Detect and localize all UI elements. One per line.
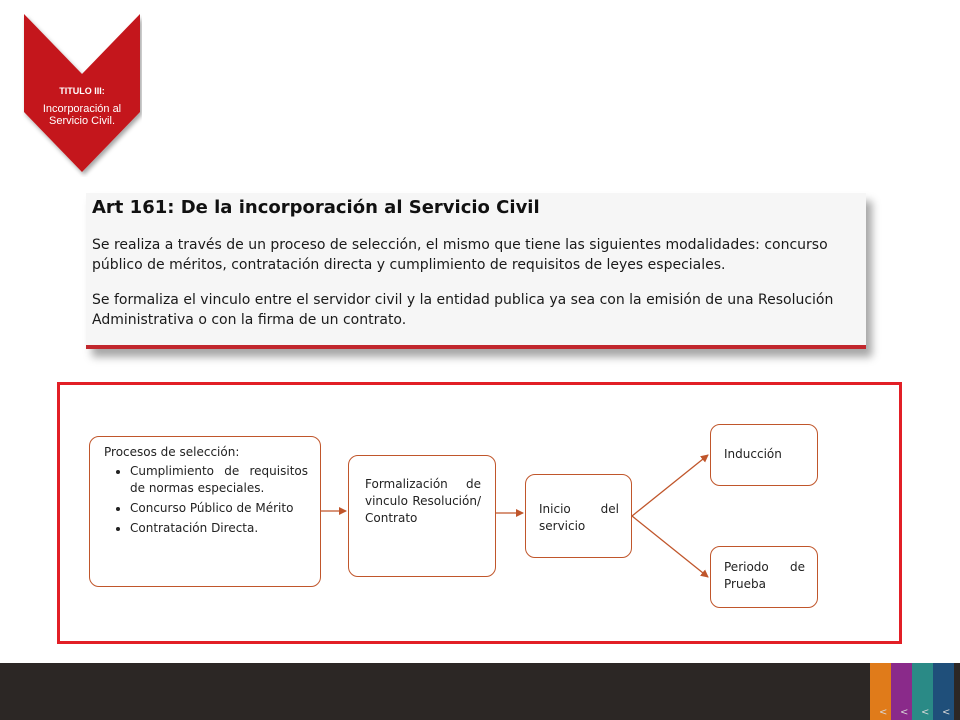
node-inicio-servicio — [525, 474, 632, 558]
article-paragraph-1: Se realiza a través de un proceso de selección, el mismo que tiene las siguientes modalidades: concurso público de méritos, contratación directa y cumplimiento de requisitos de leyes especiales. — [92, 237, 828, 273]
footer-nav-icon-2[interactable]: < — [900, 707, 909, 718]
node-induccion — [710, 424, 818, 486]
procesos-list — [104, 463, 308, 537]
procesos-item-3: • Contratación Directa. — [130, 520, 308, 537]
formalizacion-label: Formalización de vinculo Resolución/ Contrato — [365, 477, 481, 525]
procesos-item-2: • Concurso Público de Mérito — [130, 500, 308, 517]
node-periodo-prueba — [710, 546, 818, 608]
arrow-inicio-to-periodo — [632, 516, 708, 577]
badge-subtitle: Incorporación al Servicio Civil. — [42, 103, 122, 127]
arrow-inicio-to-induccion — [632, 455, 708, 516]
article-title: Art 161: De la incorporación al Servicio Civil — [92, 197, 540, 218]
procesos-item-1: • Cumplimiento de requisitos de normas especiales. — [130, 463, 308, 497]
footer-nav-icon-4[interactable]: < — [942, 707, 951, 718]
node-formalizacion — [348, 455, 496, 577]
footer-bar — [0, 663, 960, 720]
footer-nav-icon-3[interactable]: < — [921, 707, 930, 718]
badge-title: TITULO III: — [59, 86, 105, 96]
inicio-label: Inicio del servicio — [539, 502, 619, 533]
node-procesos-seleccion — [89, 436, 321, 587]
article-paragraph-2: Se formaliza el vinculo entre el servidor civil y la entidad publica ya sea con la emisión de una Resolución Administrativa o con la firma de un contrato. — [92, 292, 834, 328]
procesos-heading: Procesos de selección: — [104, 445, 240, 459]
induccion-label: Inducción — [724, 447, 782, 461]
periodo-label: Periodo de Prueba — [724, 560, 805, 591]
footer-nav-icon-1[interactable]: < — [879, 707, 888, 718]
